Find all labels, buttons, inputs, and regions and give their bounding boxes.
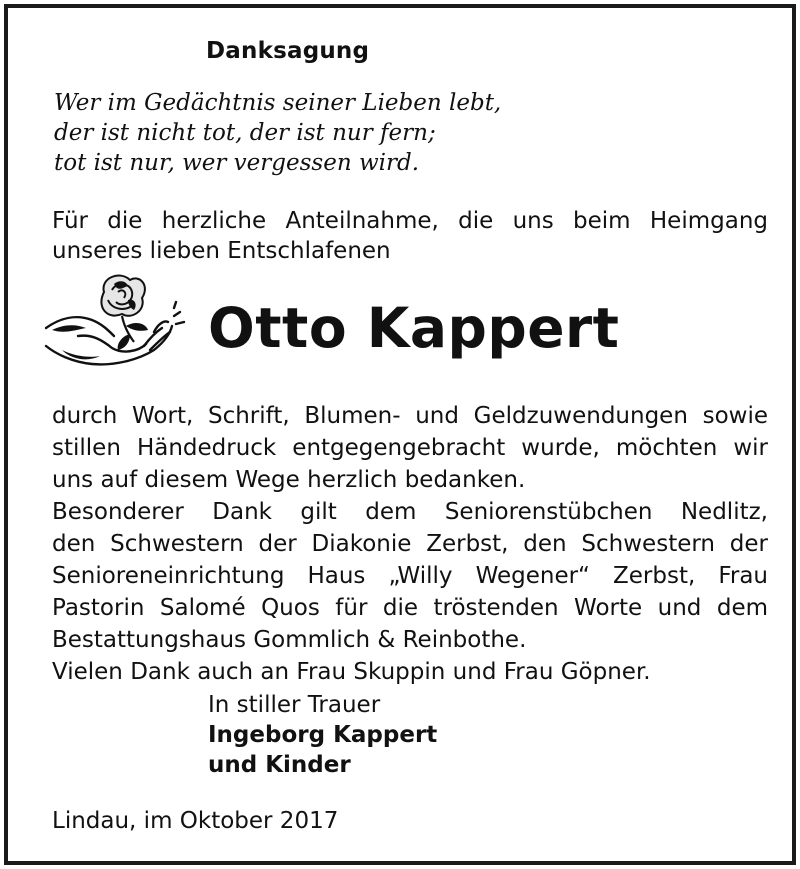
notice-heading: Danksagung (206, 38, 370, 64)
body-line: Besonderer Dank gilt dem Seniorenstübchen Nedlitz, (52, 499, 768, 525)
intro-text (52, 206, 768, 266)
body-line: stillen Händedruck entgegengebracht wurde, möchten wir (52, 435, 768, 461)
signatory-family: und Kinder (208, 752, 351, 778)
body-line: Pastorin Salomé Quos für die tröstenden Worte und dem (52, 595, 768, 621)
poem-line: tot ist nur, wer vergessen wird. (54, 150, 420, 176)
intro-line: unseres lieben Entschlafenen (52, 238, 391, 264)
signature-block (208, 690, 437, 780)
place-date: Lindau, im Oktober 2017 (52, 808, 339, 834)
intro-line: Für die herzliche Anteilnahme, die uns beim Heimgang (52, 208, 768, 234)
body-line: den Schwestern der Diakonie Zerbst, den Schwestern der (52, 531, 768, 557)
body-line: Bestattungshaus Gommlich & Reinbothe. (52, 627, 527, 653)
mourning-line: In stiller Trauer (208, 692, 381, 718)
body-line: Senioreneinrichtung Haus „Willy Wegener“ Zerbst, Frau (52, 563, 768, 589)
acknowledgement-text (52, 400, 768, 688)
obituary-notice (4, 4, 796, 865)
hand-with-rose-icon (42, 270, 192, 376)
signatory-name: Ingeborg Kappert (208, 722, 438, 748)
poem-line: der ist nicht tot, der ist nur fern; (54, 120, 436, 146)
body-line: durch Wort, Schrift, Blumen- und Geldzuwendungen sowie (52, 403, 768, 429)
body-line: uns auf diesem Wege herzlich bedanken. (52, 467, 526, 493)
body-line: Vielen Dank auch an Frau Skuppin und Frau Göpner. (52, 659, 651, 685)
deceased-name: Otto Kappert (208, 296, 620, 360)
poem-line: Wer im Gedächtnis seiner Lieben lebt, (54, 90, 502, 116)
memorial-poem (54, 88, 501, 178)
